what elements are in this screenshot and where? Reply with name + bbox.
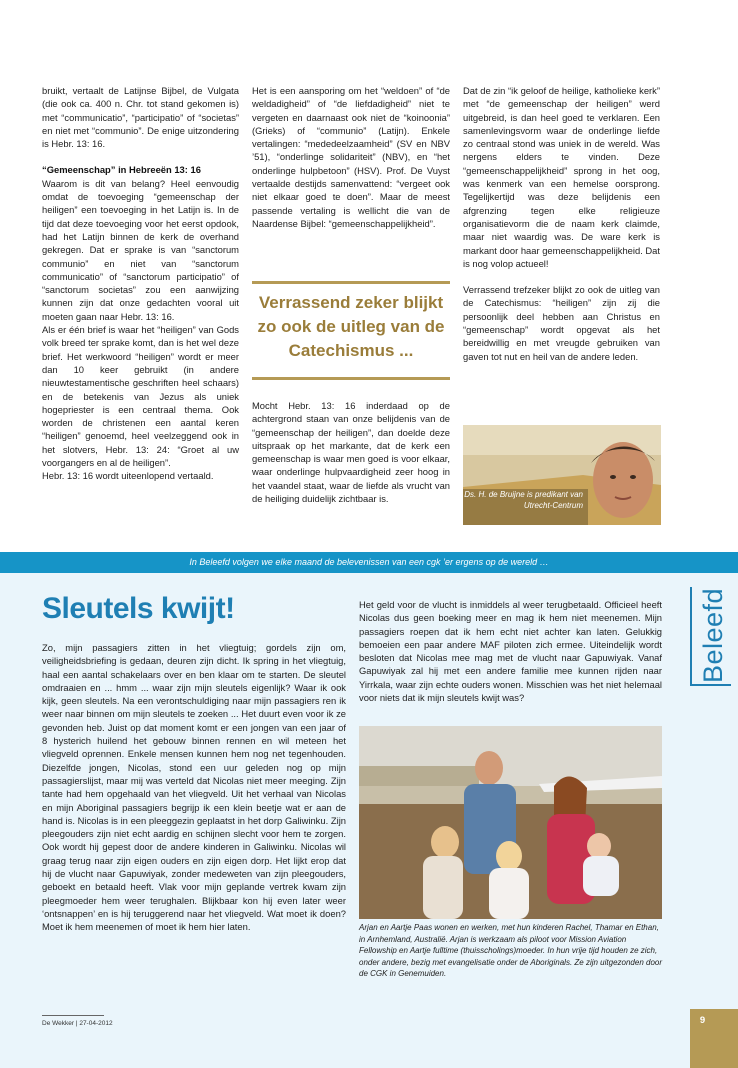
paragraph: Hebr. 13: 16 wordt uiteenlopend vertaald. — [42, 470, 214, 482]
article-column-2-continued — [252, 399, 450, 505]
section-label — [690, 587, 738, 684]
article-column-2 — [252, 84, 450, 230]
footer-publication: De Wekker | 27-04-2012 — [42, 1020, 113, 1027]
author-photo-caption: Ds. H. de Bruijne is predikant van Utrecht-Centrum — [464, 490, 583, 510]
section-subheading: “Gemeenschap” in Hebreeën 13: 16 — [42, 164, 201, 176]
paragraph: Waarom is dit van belang? Heel eenvoudig omdat de toevoeging “gemeenschap der heiligen” een toevoeging in het Latijn is. In de tijd dat deze toevoeging voor het eerst opdook, had het Latijn binnen de kerk de overhand gekregen. Dat er sprake is van “sanctorum communio” en niet van “sanctorum communicatio” of “sanctorum participatio” of “sanctorum societas” zou een aanwijzing kunnen zijn dat onze gedachten vooral uit moeten gaan naar Hebr. 13: 16. — [42, 177, 239, 322]
section-banner-text: In Beleefd volgen we elke maand de belevenissen van een cgk ’er ergens op de wereld … — [189, 557, 549, 567]
family-photo-caption: Arjan en Aartje Paas wonen en werken, met hun kinderen Rachel, Thamar en Ethan, in Arnhemland, Australië. Arjan is werkzaam als piloot voor Mission Aviation Fellowship en Aartje fulltime (thuisscholings)moeder. In hun vrije tijd houden ze zich, onder andere, bezig met evangelisatie onder de Aboriginals. Ze zijn uitgezonden door de CGK in Genemuiden. — [359, 923, 663, 978]
feature-title: Sleutels kwijt! — [42, 592, 235, 625]
article-column-3 — [463, 84, 660, 363]
article-column-1 — [42, 84, 239, 483]
paragraph: bruikt, vertaalt de Latijnse Bijbel, de Vulgata (die ook ca. 400 n. Chr. tot stand gekomen is) met “communicatio”, “participatio” of “societas” en niet met “communio”. De enige uitzondering is Hebr. 13: 16. — [42, 85, 239, 150]
paragraph: Het geld voor de vlucht is inmiddels al weer terugbetaald. Officieel heeft Nicolas dus geen boeking meer en mag ik hem niet meenemen. Mijn passagiers roepen dat ik hem echt niet achter kan laten. Gelukkig bemoeien een paar andere MAF piloten zich ermee. Uiteindelijk wordt besloten dat Nicolas mee mag met de vlucht naar Gapuwiyak. Vanaf Gapuwiyak zal hij met een andere familie mee kunnen rijden naar Yirrkala, waar zijn echte ouders wonen. Misschien was het niet helemaal voor niets dat ik mijn sleutels kwijt was? — [359, 599, 662, 704]
feature-column-1 — [42, 641, 346, 934]
feature-column-2 — [359, 598, 662, 704]
footer-rule — [42, 1015, 104, 1016]
pullquote-rule-bottom — [252, 377, 450, 380]
family-photo — [359, 726, 662, 919]
section-label-text: Beleefd — [698, 587, 729, 684]
paragraph: Mocht Hebr. 13: 16 inderdaad op de achtergrond staan van onze belijdenis van de “gemeenschap der heiligen”, dan doelde deze uitspraak op het markante, dat de kerk een gemeenschap is waar men goed is voor elkaar, waar onderlinge hulpvaardigheid zeer hoog in het vaandel staat, waar de liefde als vrucht van de heiliging duidelijk zichtbaar is. — [252, 400, 450, 505]
pullquote-rule-top — [252, 281, 450, 284]
paragraph: Verrassend trefzeker blijkt zo ook de uitleg van de Catechismus: “heiligen” zijn zij die persoonlijk deel hebben aan Christus en “gemeenschap” wordt opgevat als het bereidwillig en met vreugde gebruiken van gaven tot nut en heil van de andere leden. — [463, 284, 660, 362]
paragraph: Zo, mijn passagiers zitten in het vliegtuig; gordels zijn om, veiligheidsbriefing is gedaan, deuren zijn dicht. Ik spring in het vliegtuig, haal een aantal schakelaars over en ben klaar om te starten. De sleutel omdraaien en ... hmm ... waar zijn mijn sleutels eigenlijk? Waar ik ook kijk, geen sleutels. Na een verontschuldiging naar mijn passagiers ren ik weer naar binnen om mijn sleutels te zoeken ... Het duurt even voor ik ze gevonden heb. Juist op dat moment komt er een jongen van een jaar of 8 hysterich huilend het gebouw binnen rennen en wil meteen het vliegveld oprennen. Enkele mensen kunnen hem nog net tegenhouden. Diezelfde jongen, Nicolas, stond een uur geleden nog op mijn passagierslijst, maar mij was verteld dat Nicolas niet meer meeging. Zijn tante had hem opgehaald van het vliegveld. Uit het verhaal van Nicolas en mijn Aboriginal passagiers begrijp ik een klein beetje wat er aan de hand is. Nicolas is in een pleeggezin geplaatst in het dorp Galiwinku. Zijn pleegouders zijn niet echt aardig en schijnen slecht voor hem te zorgen. Ook wordt hij gepest door de andere kinderen in Galiwinku. Nicolas wil graag terug naar zijn eigen ouders en zijn eigen dorp. Het lijkt erop dat hij de vlucht naar Gapuwiyak, zonder medeweten van zijn pleegouders, geboekt en betaald heeft. Vlak voor mijn geplande vertrek kwam zijn pleegmoeder hem weer terughalen. Blijkbaar kon hij even later weer ‘ontsnappen’ en is hij teruggerend naar het vliegveld. Wat moet ik doen? Moet ik hem meenemen of moet ik hem hier laten. — [42, 642, 346, 933]
pullquote: Verrassend zeker blijkt zo ook de uitleg van de Catechismus ... — [257, 293, 445, 360]
paragraph: Dat de zin “ik geloof de heilige, katholieke kerk” met “de gemeenschap der heiligen” werd uitgebreid, is dan heel goed te verklaren. Een samenlevingsvorm waar de onderlinge liefde zo centraal stond was uniek in de wereld. Was nergens elders te vinden. Deze “gemeenschappelijkheid” sprong in het oog, was kenmerk van een hemelse oorsprong. Tegelijkertijd was deze belijdenis een afgrenzing tegen elke religieuze organisatievorm die de naam kerk claimde, maar niet waardig was. De ware kerk is markant door haar gemeenschappelijkheid. Dat is nog volop actueel! — [463, 85, 660, 269]
paragraph: Het is een aansporing om het “weldoen” of “de weldadigheid” of “de liefdadigheid” niet te vergeten en daarnaast ook niet de “koinoonia” (Grieks) of “communio” (Latijn). Enkele vertalingen: “mededeelzaamheid” (SV en NBV ’51), “onderlinge solidariteit” (NBV), en “het onderlinge hulpbetoon” (HSV). Prof. De Vuyst vertaalde destijds samenvattend: “vergeet ook niet elkaar goed te doen”. Maar de meest passende vertaling is wellicht die van de Naardense Bijbel: “gemeenschappelijkheid”. — [252, 85, 450, 229]
section-rule-horizontal — [690, 684, 731, 686]
paragraph: Als er één brief is waar het “heiligen” van Gods volk breed ter sprake komt, dan is het wel deze brief. Het werkwoord “heiligen” wordt er meer dan 10 keer gebruikt (in andere nieuwtestamentische geschriften heel schaars) en de betekenis van Jezus als uniek hogepriester is een centraal thema. Ook worden de christenen een aantal keren “heiligen” genoemd, heel veelzeggend ook in het slotvers, Hebr. 13: 24: “Groet al uw voorgangers en al de heiligen”. — [42, 324, 239, 469]
page-number: 9 — [699, 1015, 706, 1026]
